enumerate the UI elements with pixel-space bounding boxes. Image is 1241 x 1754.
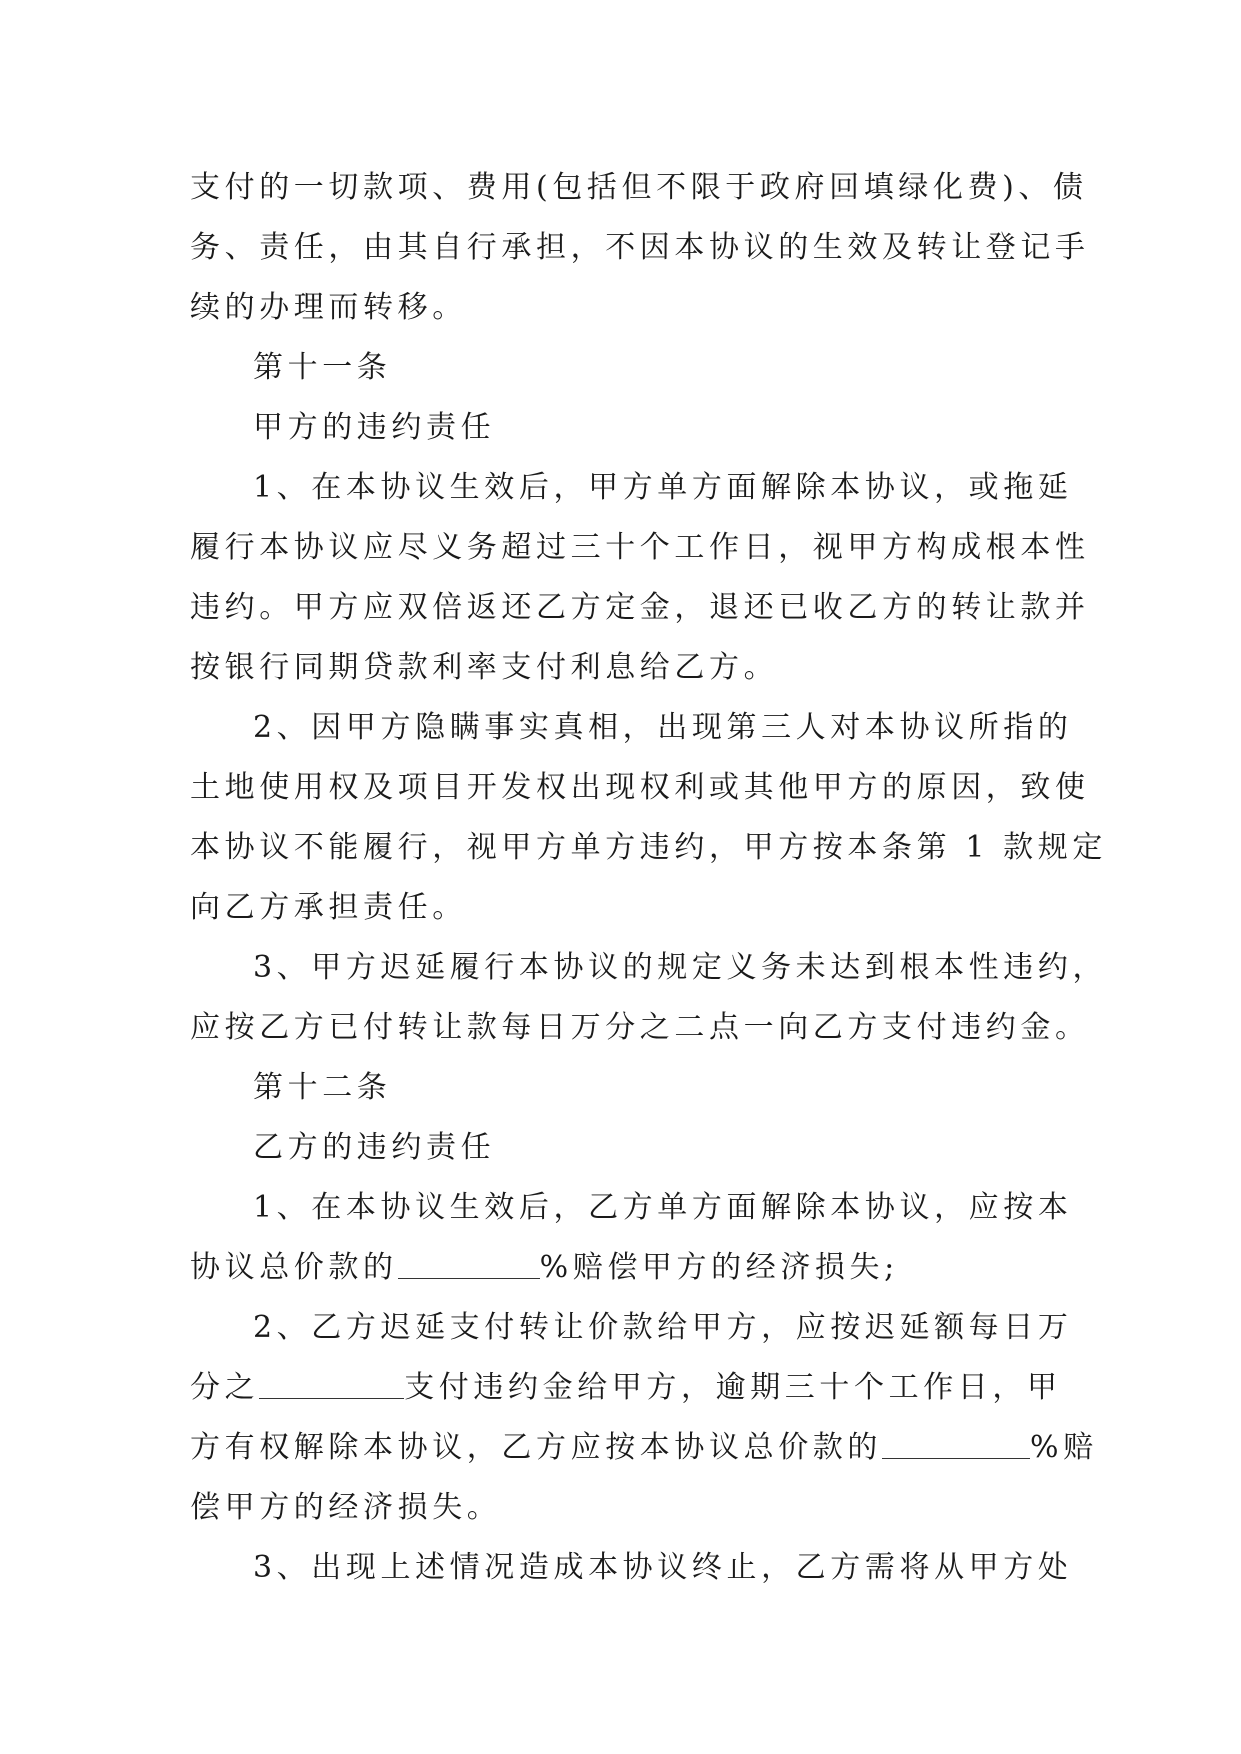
- text-segment: 协议总价款的: [190, 1250, 398, 1285]
- article-heading-12: 第十二条: [253, 1070, 392, 1105]
- text-line: [190, 1238, 1056, 1298]
- text-line: [190, 1358, 1062, 1418]
- text-line: 续的办理而转移。: [190, 290, 467, 325]
- text-segment: 支付违约金给甲方，逾期三十个工作日，甲: [404, 1370, 1062, 1405]
- text-line: 3、出现上述情况造成本协议终止，乙方需将从甲方处: [253, 1550, 1073, 1585]
- section-title-party-b-liability: 乙方的违约责任: [253, 1130, 496, 1165]
- text-segment: 方有权解除本协议，乙方应按本协议总价款的: [190, 1430, 882, 1465]
- fill-in-blank: [398, 1252, 540, 1279]
- text-line: 本协议不能履行，视甲方单方违约，甲方按本条第 1 款规定: [190, 830, 1107, 865]
- fill-in-blank: [259, 1372, 404, 1399]
- text-line: 2、乙方迟延支付转让价款给甲方，应按迟延额每日万: [253, 1310, 1073, 1345]
- text-line: [190, 1418, 1098, 1478]
- text-line: 1、在本协议生效后，甲方单方面解除本协议，或拖延: [253, 470, 1073, 505]
- text-segment: %赔: [1030, 1430, 1098, 1465]
- text-line: 务、责任，由其自行承担，不因本协议的生效及转让登记手: [190, 230, 1090, 265]
- text-line: 向乙方承担责任。: [190, 890, 467, 925]
- text-line: 2、因甲方隐瞒事实真相，出现第三人对本协议所指的: [253, 710, 1073, 745]
- section-title-party-a-liability: 甲方的违约责任: [253, 410, 496, 445]
- text-line: 支付的一切款项、费用(包括但不限于政府回填绿化费)、债: [190, 170, 1088, 205]
- text-line: 土地使用权及项目开发权出现权利或其他甲方的原因，致使: [190, 770, 1090, 805]
- article-heading-11: 第十一条: [253, 350, 392, 385]
- fill-in-blank: [882, 1432, 1030, 1459]
- text-line: 应按乙方已付转让款每日万分之二点一向乙方支付违约金。: [190, 1010, 1090, 1045]
- text-line: 3、甲方迟延履行本协议的规定义务未达到根本性违约，: [253, 950, 1108, 985]
- text-segment: %赔偿甲方的经济损失;: [539, 1250, 899, 1285]
- text-line: 违约。甲方应双倍返还乙方定金，退还已收乙方的转让款并: [190, 590, 1090, 625]
- document-body: [190, 158, 1108, 1598]
- text-line: 偿甲方的经济损失。: [190, 1490, 502, 1525]
- text-line: 履行本协议应尽义务超过三十个工作日，视甲方构成根本性: [190, 530, 1090, 565]
- text-segment: 分之: [190, 1370, 260, 1405]
- text-line: 1、在本协议生效后，乙方单方面解除本协议，应按本: [253, 1190, 1073, 1225]
- text-line: 按银行同期贷款利率支付利息给乙方。: [190, 650, 779, 685]
